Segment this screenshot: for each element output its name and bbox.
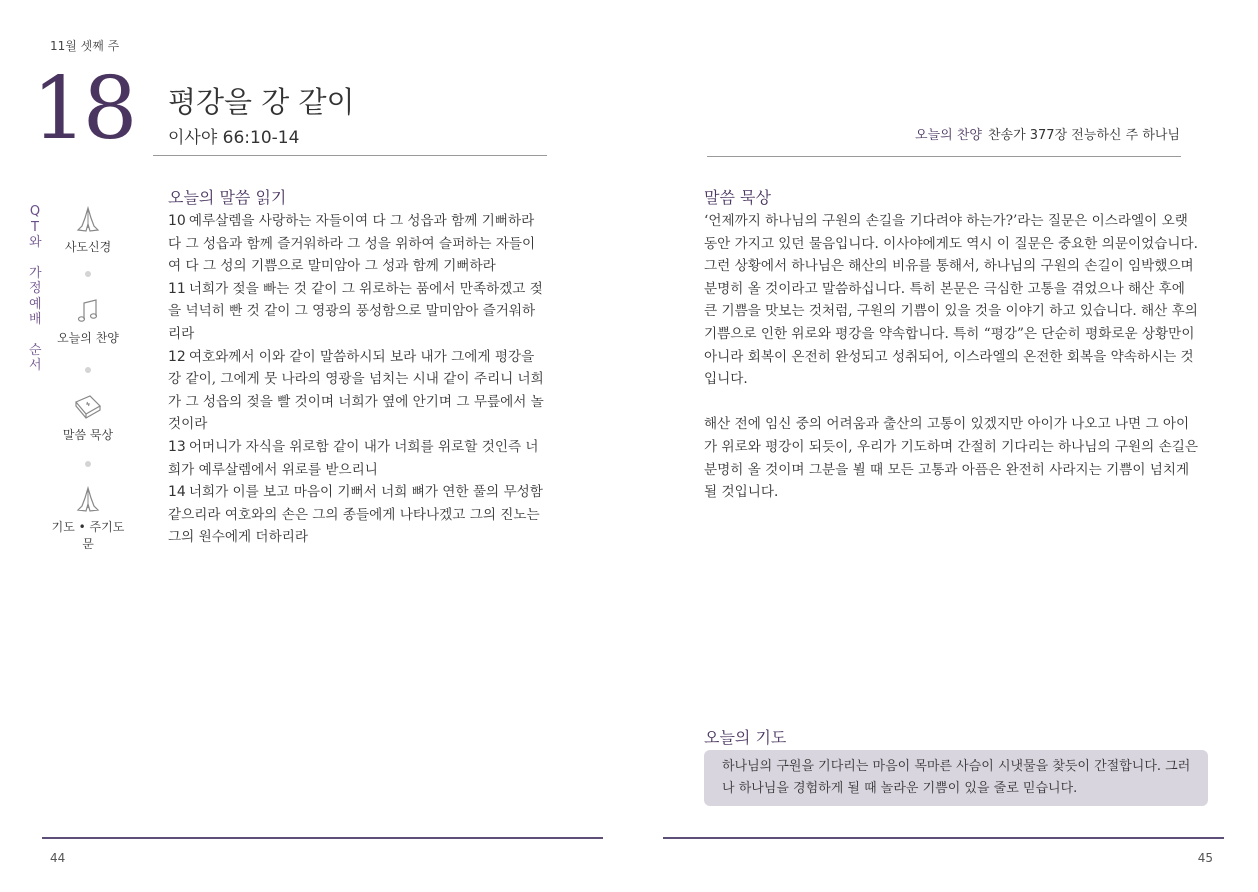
footer-divider-left: [42, 837, 603, 839]
sidebar-item-prayer: [48, 486, 128, 552]
verse-text: 너희가 젖을 빠는 것 같이 그 위로하는 품에서 만족하겠고 젖을 넉넉히 빤 것 같이 그 영광의 풍성함으로 말미암아 즐거워하리라: [168, 280, 543, 342]
verse-number: 10: [168, 213, 186, 229]
meditation-text: [704, 210, 1200, 504]
sidebar-separator: [85, 461, 91, 467]
verse: [168, 278, 548, 346]
header-divider-left: [153, 155, 547, 156]
meditation-paragraph: 해산 전에 임신 중의 어려움과 출산의 고통이 있겠지만 아이가 나오고 나면 그 아이가 위로와 평강이 되듯이, 우리가 기도하며 간절히 기다리는 하나님의 구원의 손길은 분명히 올 것이며 그분을 뵐 때 모든 고통과 아픔은 완전히 사라지는 기쁨이 넘치게 될 것입니다.: [704, 416, 1199, 501]
verse: [168, 210, 548, 278]
sidebar-separator: [85, 367, 91, 373]
page-number-right: 45: [1197, 851, 1213, 865]
page-number-left: 44: [50, 851, 66, 865]
sidebar-separator: [85, 271, 91, 277]
page-title: 평강을 강 같이: [168, 85, 355, 119]
sidebar-item-label: 오늘의 찬양: [57, 331, 119, 345]
meditation-paragraph: ‘언제까지 하나님의 구원의 손길을 기다려야 하는가?’라는 질문은 이스라엘이 오랫동안 가지고 있던 물음입니다. 이사야에게도 역시 이 질문은 중요한 의문이었습니다. 그런 상황에서 하나님은 해산의 비유를 통해서, 하나님의 구원의 손길이 임박했으며 분명히 올 것이라고 말씀하십니다. 특히 본문은 극심한 고통을 겪었으나 해산 후에 큰 기쁨을 맛보는 것처럼, 구원의 기쁨이 있을 것을 이야기 하고 있습니다. 해산 후의 기쁨으로 인한 위로와 평강을 약속합니다. 특히 “평강”은 단순히 평화로운 상황만이 아니라 회복이 온전히 완성되고 성취되어, 이스라엘의 온전한 회복을 약속하시는 것입니다.: [704, 213, 1199, 388]
scripture-text: [168, 210, 548, 549]
hymn-label: 오늘의 찬양: [915, 128, 982, 143]
todays-hymn: [915, 124, 1180, 143]
verse-number: 12: [168, 348, 186, 365]
verse-text: 너희가 이를 보고 마음이 기뻐서 너희 뼈가 연한 풀의 무성함 같으리라 여호와의 손은 그의 종들에게 나타나겠고 그의 진노는 그의 원수에게 더하리라: [168, 484, 543, 546]
praying-hands-icon: [73, 206, 103, 234]
vertical-label: Q T 와 가 정 예 배 순 서: [29, 204, 42, 373]
reading-title: 오늘의 말씀 읽기: [168, 188, 287, 207]
scripture-reference: 이사야 66:10-14: [168, 128, 300, 148]
music-note-icon: [74, 297, 102, 325]
sidebar-item-hymn: [48, 297, 128, 346]
week-label: 11월 셋째 주: [50, 39, 120, 53]
meditation-title: 말씀 묵상: [704, 188, 771, 207]
sidebar-item-label: 사도신경: [64, 240, 112, 254]
prayer-text: 하나님의 구원을 기다리는 마음이 목마른 사슴이 시냇물을 찾듯이 간절합니다. 그러나 하나님을 경험하게 될 때 놀라운 기쁨이 있을 줄로 믿습니다.: [722, 759, 1191, 796]
sidebar-item-meditation: [48, 392, 128, 443]
sidebar-item-label: 말씀 묵상: [62, 428, 114, 442]
hymn-title: 찬송가 377장 전능하신 주 하나님: [987, 128, 1180, 143]
day-number: 18: [32, 59, 134, 159]
verse-number: 13: [168, 438, 186, 455]
sidebar-item-creed: [48, 206, 128, 255]
bible-icon: [72, 392, 104, 422]
verse: [168, 481, 548, 549]
prayer-title: 오늘의 기도: [704, 728, 787, 747]
verse-text: 어머니가 자식을 위로함 같이 내가 너희를 위로할 것인즉 너희가 예루살렘에서 위로를 받으리니: [168, 438, 539, 478]
verse-text: 예루살렘을 사랑하는 자들이여 다 그 성읍과 함께 기뻐하라 다 그 성읍과 함께 즐거워하라 그 성을 위하여 슬퍼하는 자들이여 다 그 성의 기쁨으로 말미암아 그 성과 함께 기뻐하라: [168, 213, 536, 275]
verse-number: 14: [168, 484, 186, 501]
verse-number: 11: [168, 280, 186, 297]
praying-hands-icon: [73, 486, 103, 514]
verse: [168, 436, 548, 481]
verse: [168, 346, 548, 436]
verse-text: 여호와께서 이와 같이 말씀하시되 보라 내가 그에게 평강을 강 같이, 그에게 뭇 나라의 영광을 넘치는 시내 같이 주리니 너희가 그 성읍의 젖을 빨 것이며 너희가 옆에 안기며 그 무릎에서 놀 것이라: [168, 348, 544, 433]
sidebar-item-label: 기도 • 주기도문: [51, 520, 125, 551]
footer-divider-right: [663, 837, 1224, 839]
header-divider-right: [707, 156, 1181, 157]
